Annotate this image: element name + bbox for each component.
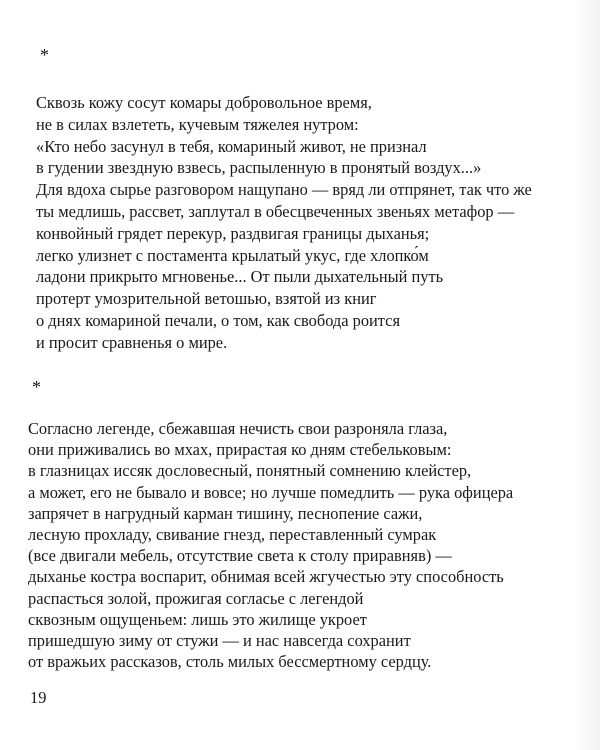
poem-line: не в силах взлететь, кучевым тяжелея нутром: — [36, 114, 359, 134]
poem-1-body — [36, 92, 600, 354]
poem-line: (все двигали мебель, отсутствие света к столу приравняв) — — [28, 546, 452, 566]
poem-line: а может, его не бывало и вовсе; но лучше помедлить — рука офицера — [28, 482, 514, 502]
poem-line: Согласно легенде, сбежавшая нечисть свои разроняла глаза, — [28, 419, 448, 438]
poem-line: дыханье костра воспарит, обнимая всей жгучестью эту способность — [28, 567, 504, 587]
poem-line: Сквозь кожу сосут комары добровольное время, — [36, 93, 372, 112]
poem-line: они приживались во мхах, прирастая ко дням стебельковым: — [28, 440, 452, 460]
poem-line: пришедшую зиму от стужи — и нас навсегда сохранит — [28, 631, 411, 651]
poem-2-marker: * — [32, 377, 41, 397]
poem-line: о днях комариной печали, о том, как свобода роится — [36, 310, 400, 330]
poem-line: и просит сравненья о мире. — [36, 332, 228, 352]
poem-line: сквозным ощущеньем: лишь это жилище укроет — [28, 609, 367, 629]
poem-line: ты медлишь, рассвет, заплутал в обесцвеченных звеньях метафор — — [36, 201, 515, 221]
poem-line: «Кто небо засунул в тебя, комариный живот, не признал — [36, 136, 427, 156]
poem-1 — [36, 46, 600, 354]
poem-line: легко улизнет с постамента крылатый укус, где хлопко́м — [36, 245, 429, 265]
poem-line: в гудении звездную взвесь, распыленную в пронятый воздух...» — [36, 158, 482, 178]
poem-line: конвойный грядет перекур, раздвигая границы дыханья; — [36, 223, 430, 243]
poem-2-body — [28, 418, 600, 672]
poem-1-marker: * — [40, 45, 49, 65]
poem-line: ладони прикрыто мгновенье... От пыли дыхательный путь — [36, 267, 444, 287]
poem-2 — [28, 378, 600, 672]
poem-line: от вражьих рассказов, столь милых бессмертному сердцу. — [28, 652, 432, 672]
poem-line: лесную прохладу, свивание гнезд, переставленный сумрак — [28, 525, 437, 545]
poem-line: Для вдоха сырье разговором нащупано — вряд ли отпрянет, так что же — [36, 180, 532, 200]
page-number: 19 — [30, 688, 47, 707]
poem-line: протерт умозрительной ветошью, взятой из книг — [36, 289, 377, 309]
poem-line: в глазницах иссяк дословесный, понятный сомнению клейстер, — [28, 461, 472, 481]
poem-line: запрячет в нагрудный карман тишину, песнопение сажи, — [28, 503, 423, 523]
poem-line: распасться золой, прожигая согласье с легендой — [28, 588, 364, 608]
